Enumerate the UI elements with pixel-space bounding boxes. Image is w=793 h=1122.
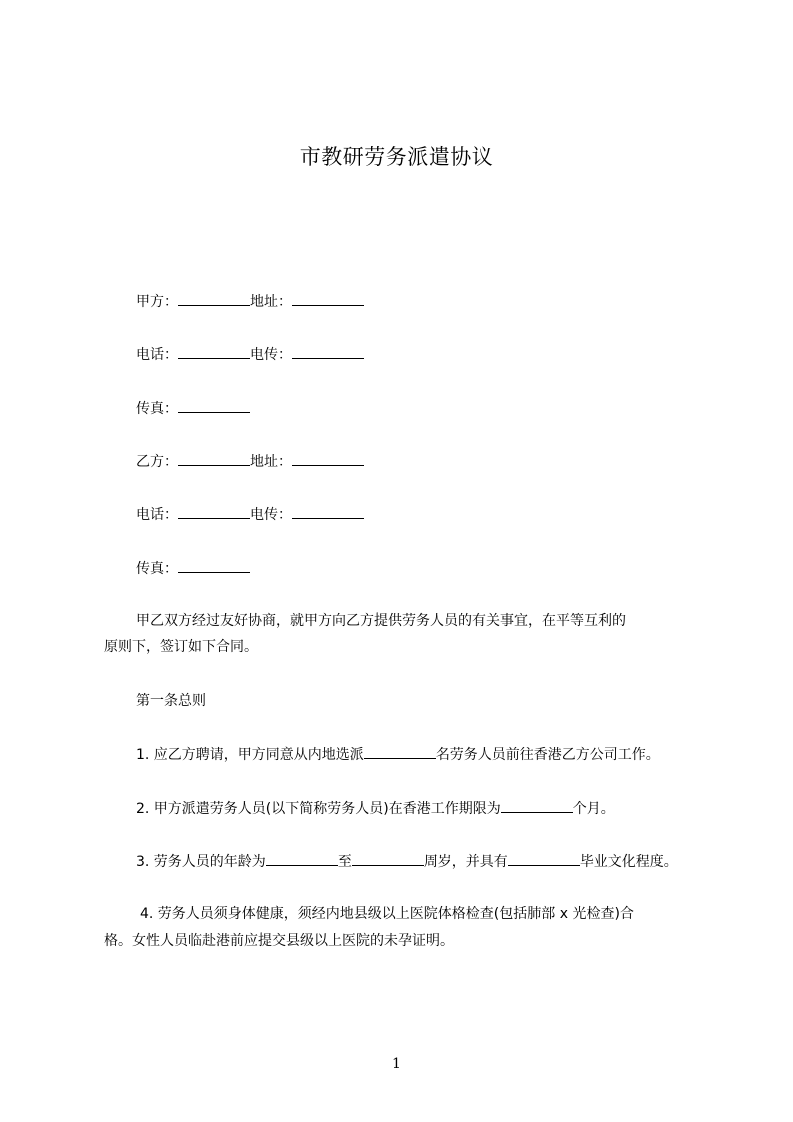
party-a-fax-row (136, 399, 250, 418)
party-b-address-blank (292, 452, 364, 466)
party-b-fax-blank (178, 559, 250, 573)
item-1-count-blank (364, 745, 436, 759)
article-1-item-4-line-2: 格。女性人员临赴港前应提交县级以上医院的未孕证明。 (104, 933, 454, 949)
party-b-row (136, 452, 364, 471)
party-a-address-label: 地址： (250, 294, 292, 310)
party-a-label: 甲方： (136, 294, 178, 310)
party-b-fax-row (136, 559, 250, 578)
party-b-phone-blank (178, 505, 250, 519)
party-a-telex-label: 电传： (250, 347, 292, 363)
party-a-address-blank (292, 292, 364, 306)
item-3-text-a: 3. 劳务人员的年龄为 (136, 854, 266, 870)
page-title: 市教研劳务派遣协议 (299, 145, 494, 169)
page-number: 1 (392, 1056, 401, 1072)
item-2-text-b: 个月。 (572, 801, 615, 817)
party-a-fax-label: 传真： (136, 401, 178, 417)
article-1-item-2 (136, 799, 615, 818)
party-b-label: 乙方： (136, 454, 178, 470)
party-a-phone-label: 电话： (136, 347, 178, 363)
party-a-phone-blank (178, 345, 250, 359)
party-b-fax-label: 传真： (136, 561, 178, 577)
item-3-text-d: 毕业文化程度。 (579, 854, 678, 870)
item-2-months-blank (501, 799, 573, 813)
article-1-item-4-line-1: 4. 劳务人员须身体健康，须经内地县级以上医院体格检查(包括肺部 x 光检查)合 (140, 906, 634, 922)
item-1-text-a: 1. 应乙方聘请，甲方同意从内地选派 (136, 747, 364, 763)
party-b-telex-label: 电传： (250, 507, 292, 523)
item-3-text-b: 至 (337, 854, 352, 870)
article-1-heading: 第一条总则 (136, 693, 206, 709)
article-1-item-3 (136, 852, 678, 871)
item-3-education-blank (508, 852, 580, 866)
party-a-row (136, 292, 364, 311)
item-2-text-a: 2. 甲方派遣劳务人员(以下简称劳务人员)在香港工作期限为 (136, 801, 501, 817)
party-b-phone-row (136, 505, 364, 524)
party-b-address-label: 地址： (250, 454, 292, 470)
party-b-name-blank (178, 452, 250, 466)
party-a-fax-blank (178, 399, 250, 413)
party-a-name-blank (178, 292, 250, 306)
preamble-line-2: 原则下，签订如下合同。 (104, 639, 258, 655)
item-3-text-c: 周岁，并具有 (423, 854, 508, 870)
preamble-line-1: 甲乙双方经过友好协商，就甲方向乙方提供劳务人员的有关事宜，在平等互利的 (136, 613, 626, 629)
party-b-phone-label: 电话： (136, 507, 178, 523)
item-3-age-max-blank (352, 852, 424, 866)
party-b-telex-blank (292, 505, 364, 519)
item-3-age-min-blank (266, 852, 338, 866)
party-a-phone-row (136, 345, 364, 364)
item-1-text-b: 名劳务人员前往香港乙方公司工作。 (435, 747, 660, 763)
article-1-item-1 (136, 745, 660, 764)
party-a-telex-blank (292, 345, 364, 359)
